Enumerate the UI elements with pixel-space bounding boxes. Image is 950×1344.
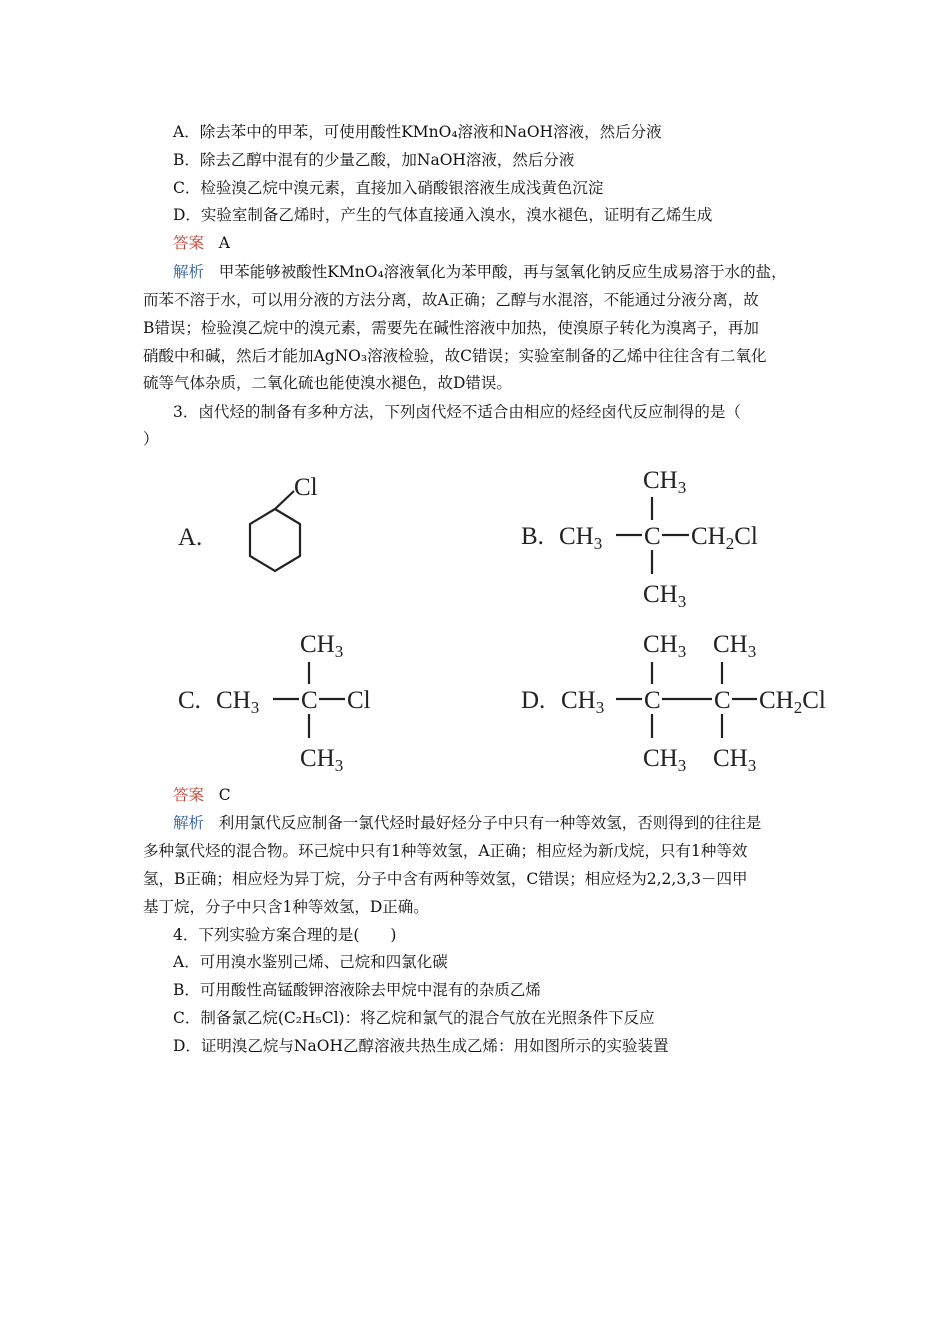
q4-option-b: B．可用酸性高锰酸钾溶液除去甲烷中混有的杂质乙烯 — [173, 981, 541, 999]
answer-label: 答案 — [173, 786, 205, 804]
analysis-label: 解析 — [173, 814, 205, 832]
option-label-c: C. — [178, 687, 201, 714]
q3-analysis-line-4: 基丁烷，分子中只含1种等效氢，D正确。 — [143, 898, 429, 916]
q2-option-b: B．除去乙醇中混有的少量乙酸，加NaOH溶液，然后分液 — [173, 151, 575, 169]
q4-stem: 4．下列实验方案合理的是( ) — [173, 926, 397, 944]
atom-ch2cl: $CH_2Cl$ — [691, 523, 758, 553]
q2-option-c: C．检验溴乙烷中溴元素，直接加入硝酸银溶液生成浅黄色沉淀 — [173, 179, 604, 197]
structure-c — [170, 624, 430, 779]
q4-option-a: A．可用溴水鉴别己烯、己烷和四氯化碳 — [173, 953, 448, 971]
q3-stem-line-2: ） — [143, 430, 159, 448]
atom-ch3-top: $CH_3$ — [643, 467, 687, 497]
option-label-d: D. — [521, 687, 546, 714]
q2-analysis-line-1 — [173, 262, 787, 282]
atom-ch3-bottom: $CH_3$ — [643, 581, 687, 611]
q2-option-a: A．除去苯中的甲苯，可使用酸性KMnO₄溶液和NaOH溶液，然后分液 — [173, 123, 662, 141]
analysis-text: 利用氯代反应制备一氯代烃时最好烃分子中只有一种等效氢，否则得到的往往是 — [218, 814, 762, 832]
atom-ch3-bottom: $CH_3$ — [300, 745, 344, 775]
q2-analysis-line-2: 而苯不溶于水，可以用分液的方法分离，故A正确；乙醇与水混溶，不能通过分液分离，故 — [143, 291, 759, 309]
analysis-label: 解析 — [173, 263, 205, 281]
atom-ch3-bottom-1: $CH_3$ — [643, 745, 687, 775]
atom-c-1: C — [644, 687, 661, 714]
structure-a — [170, 465, 350, 585]
atom-c-center: C — [301, 687, 318, 714]
q4-option-d: D．证明溴乙烷与NaOH乙醇溶液共热生成乙烯：用如图所示的实验装置 — [173, 1037, 669, 1055]
atom-ch3-left: $CH_3$ — [561, 687, 605, 717]
atom-c-2: C — [714, 687, 731, 714]
structure-b — [515, 462, 815, 612]
atom-ch3-left: $CH_3$ — [216, 687, 260, 717]
atom-ch3-top-2: $CH_3$ — [713, 631, 757, 661]
atom-ch2cl: $CH_2Cl$ — [759, 687, 826, 717]
q3-analysis-line-3: 氢，B正确；相应烃为异丁烷，分子中含有两种等效氢，C错误；相应烃为2,2,3,3－四甲 — [143, 870, 748, 888]
analysis-text: 甲苯能够被酸性KMnO₄溶液氧化为苯甲酸，再与氢氧化钠反应生成易溶于水的盐， — [218, 263, 787, 281]
q3-analysis-line-1 — [173, 813, 761, 833]
structure-d — [515, 624, 845, 779]
cyclohexane-ring — [250, 509, 300, 571]
answer-value: A — [218, 234, 230, 252]
atom-cl: Cl — [347, 687, 371, 714]
atom-ch3-top-1: $CH_3$ — [643, 631, 687, 661]
answer-label: 答案 — [173, 234, 205, 252]
q2-option-d: D．实验室制备乙烯时，产生的气体直接通入溴水，溴水褪色，证明有乙烯生成 — [173, 206, 713, 224]
atom-c-center: C — [644, 523, 661, 550]
q3-stem-line-1: 3．卤代烃的制备有多种方法，下列卤代烃不适合由相应的烃经卤代反应制得的是（ — [173, 403, 741, 421]
option-label-a: A. — [178, 524, 203, 551]
atom-ch3-top: $CH_3$ — [300, 631, 344, 661]
q3-analysis-line-2: 多种氯代烃的混合物。环己烷中只有1种等效氢，A正确；相应烃为新戊烷，只有1种等效 — [143, 842, 748, 860]
atom-ch3-bottom-2: $CH_3$ — [713, 745, 757, 775]
q2-analysis-line-5: 硫等气体杂质，二氧化硫也能使溴水褪色，故D错误。 — [143, 374, 512, 392]
q4-option-c: C．制备氯乙烷(C₂H₅Cl)：将乙烷和氯气的混合气放在光照条件下反应 — [173, 1009, 655, 1027]
q2-analysis-line-3: B错误；检验溴乙烷中的溴元素，需要先在碱性溶液中加热，使溴原子转化为溴离子，再加 — [143, 319, 759, 337]
bond-c-cl — [275, 491, 294, 509]
q3-answer — [173, 785, 231, 805]
q2-answer — [173, 233, 230, 253]
atom-ch3-left: $CH_3$ — [559, 523, 603, 553]
answer-value: C — [218, 786, 231, 804]
option-label-b: B. — [521, 523, 544, 550]
q2-analysis-line-4: 硝酸中和碱，然后才能加AgNO₃溶液检验，故C错误；实验室制备的乙烯中往往含有二氧化 — [143, 347, 767, 365]
atom-cl: Cl — [294, 474, 318, 501]
